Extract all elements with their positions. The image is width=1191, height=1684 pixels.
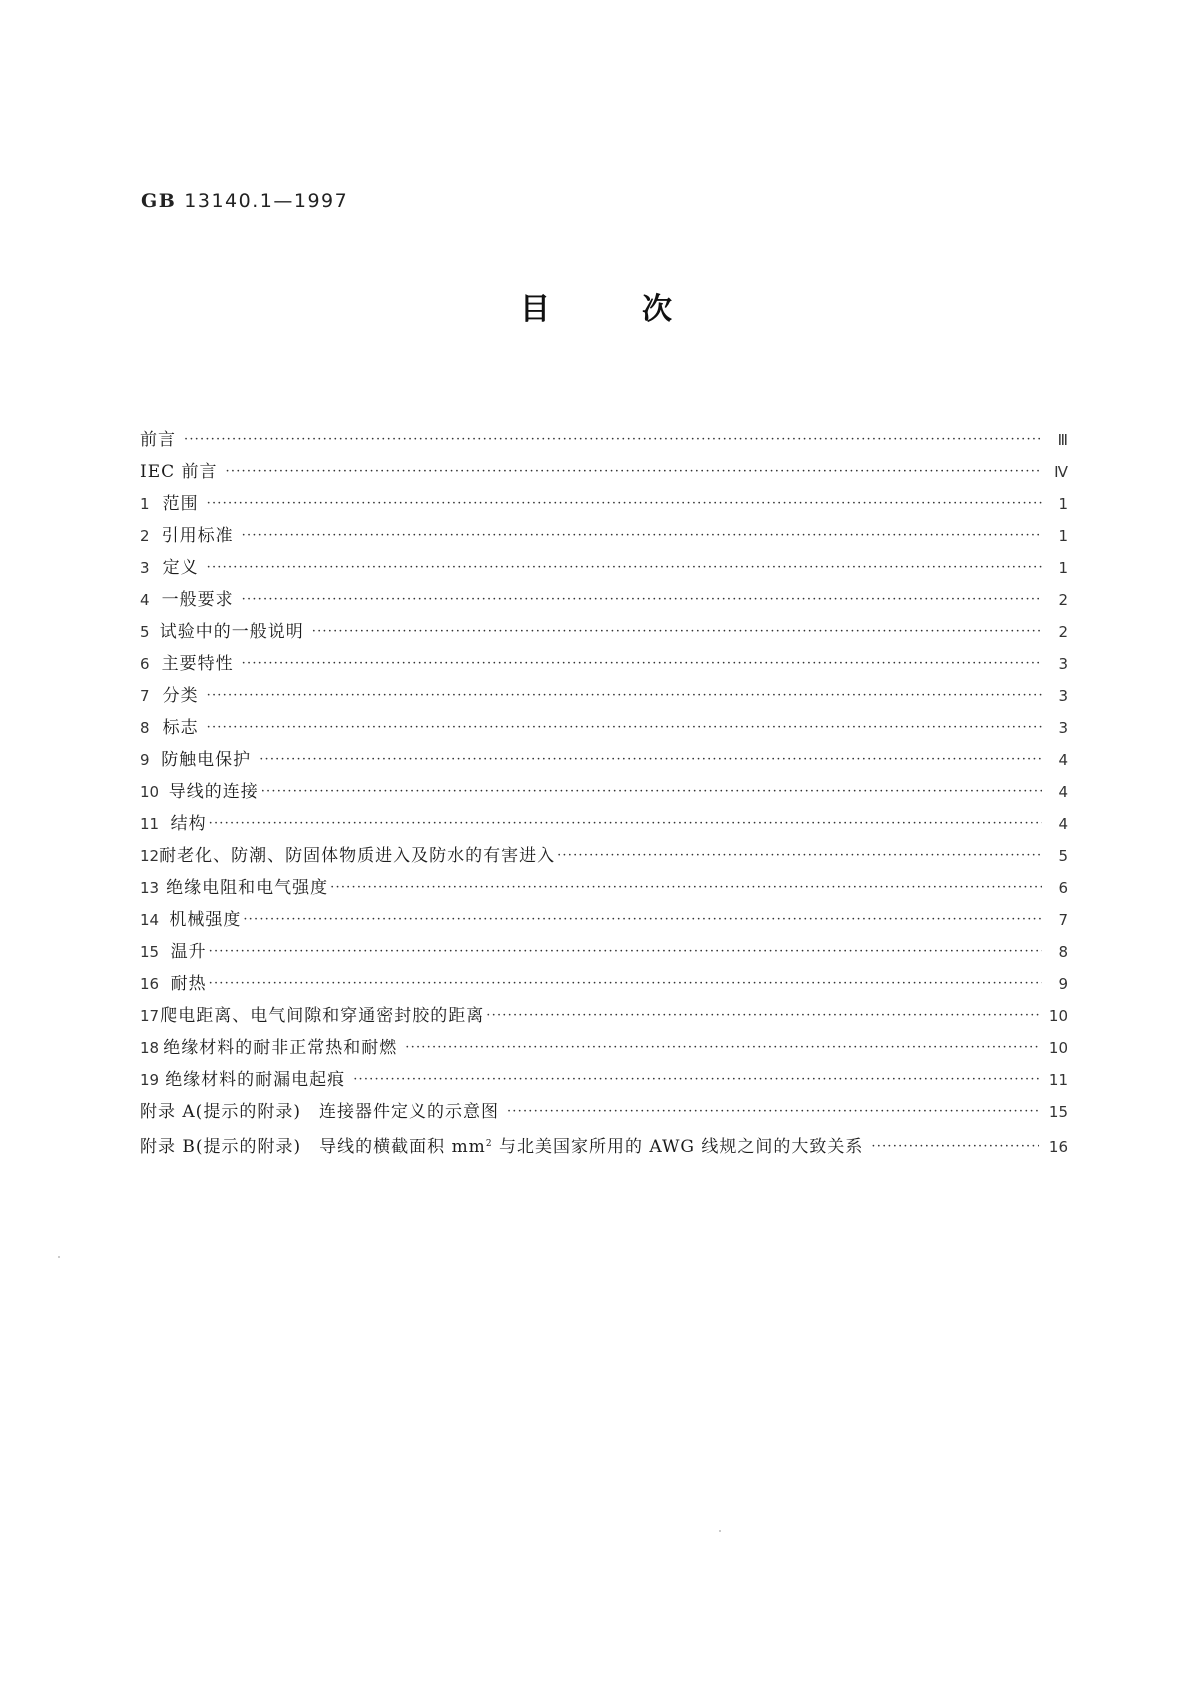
toc-entry-iec-foreword[interactable]: [140, 456, 1068, 488]
toc-leader-dots: [209, 968, 1042, 1000]
toc-entry-foreword[interactable]: [140, 424, 1068, 456]
toc-entry-page: 3: [1058, 719, 1068, 737]
toc-entry-number: 9: [140, 751, 150, 769]
toc-entry-number: 17: [140, 1007, 160, 1025]
toc-entry-number: 3: [140, 559, 150, 577]
toc-entry-18[interactable]: [140, 1032, 1068, 1064]
toc-entry-page: 6: [1058, 879, 1068, 897]
toc-leader-dots: [242, 584, 1042, 616]
toc-entry-number: 7: [140, 687, 150, 705]
toc-entry-label: 导线的连接: [168, 782, 259, 802]
toc-entry-page: 10: [1048, 1039, 1068, 1057]
toc-entry-label: IEC 前言: [140, 462, 218, 482]
toc-entry-number: 5: [140, 623, 150, 641]
toc-entry-page: 16: [1048, 1138, 1068, 1156]
toc-leader-dots: [207, 488, 1042, 520]
toc-entry-number: 2: [140, 527, 150, 545]
toc-entry-label: 耐热: [170, 974, 207, 994]
toc-entry-label: 爬电距离、电气间隙和穿通密封胶的距离: [160, 1006, 485, 1026]
toc-entry-page: 7: [1058, 911, 1068, 929]
toc-entry-12[interactable]: [140, 840, 1068, 872]
toc-entry-1[interactable]: [140, 488, 1068, 520]
toc-entry-5[interactable]: [140, 616, 1068, 648]
toc-entry-label: 绝缘电阻和电气强度: [166, 878, 329, 898]
toc-leader-dots: [259, 744, 1042, 776]
toc-entry-4[interactable]: [140, 584, 1068, 616]
toc-entry-label: 定义: [162, 558, 199, 578]
toc-entry-page: 4: [1058, 751, 1068, 769]
scan-speck: [58, 1256, 60, 1258]
toc-entry-page: Ⅳ: [1054, 463, 1068, 481]
toc-entry-label-superscript: 2: [485, 1139, 493, 1149]
toc-leader-dots: [312, 616, 1042, 648]
toc-leader-dots: [486, 1000, 1039, 1032]
toc-entry-label: 一般要求: [161, 590, 234, 610]
toc-entry-label: 分类: [162, 686, 199, 706]
toc-entry-label: 温升: [170, 942, 207, 962]
toc-entry-9[interactable]: [140, 744, 1068, 776]
toc-entry-page: 2: [1058, 623, 1068, 641]
toc-entry-14[interactable]: [140, 904, 1068, 936]
toc-entry-page: 11: [1048, 1071, 1068, 1089]
toc-entry-8[interactable]: [140, 712, 1068, 744]
toc-leader-dots: [242, 648, 1042, 680]
toc-entry-number: 8: [140, 719, 150, 737]
toc-leader-dots: [871, 1131, 1039, 1163]
toc-entry-page: 15: [1048, 1103, 1068, 1121]
toc-entry-page: 1: [1058, 559, 1068, 577]
toc-entry-number: 16: [140, 975, 160, 993]
toc-entry-label-head: 附录 B(提示的附录) 导线的横截面积 mm: [140, 1137, 486, 1157]
toc-leader-dots: [209, 936, 1042, 968]
scan-speck: [719, 1530, 721, 1532]
toc-entry-page: 3: [1058, 687, 1068, 705]
toc-entry-label: 结构: [170, 814, 207, 834]
toc-leader-dots: [209, 808, 1042, 840]
standard-prefix: GB: [141, 190, 177, 212]
toc-leader-dots: [242, 520, 1042, 552]
toc-entry-label: 标志: [162, 718, 199, 738]
toc-entry-15[interactable]: [140, 936, 1068, 968]
toc-entry-number: 13: [140, 879, 160, 897]
toc-entry-label: 附录 A(提示的附录) 连接器件定义的示意图: [140, 1102, 499, 1122]
toc-leader-dots: [405, 1032, 1039, 1064]
toc-leader-dots: [557, 840, 1042, 872]
toc-entry-number: 19: [140, 1071, 160, 1089]
toc-entry-2[interactable]: [140, 520, 1068, 552]
toc-leader-dots: [507, 1096, 1039, 1128]
toc-entry-number: 10: [140, 783, 160, 801]
toc-leader-dots: [261, 776, 1042, 808]
toc-leader-dots: [353, 1064, 1039, 1096]
toc-entry-7[interactable]: [140, 680, 1068, 712]
toc-entry-label: 绝缘材料的耐非正常热和耐燃: [163, 1038, 398, 1058]
toc-entry-page: 9: [1058, 975, 1068, 993]
page-title: [520, 284, 672, 328]
toc-entry-19[interactable]: [140, 1064, 1068, 1096]
toc-entry-11[interactable]: [140, 808, 1068, 840]
toc-entry-label: 耐老化、防潮、防固体物质进入及防水的有害进入: [159, 846, 556, 866]
toc-entry-3[interactable]: [140, 552, 1068, 584]
toc-entry-label: 绝缘材料的耐漏电起痕: [165, 1070, 346, 1090]
toc-entry-number: 6: [140, 655, 150, 673]
toc-entry-16[interactable]: [140, 968, 1068, 1000]
page-title-part1: 目: [520, 292, 550, 327]
toc-entry-label: 引用标准: [161, 526, 234, 546]
toc-entry-label-tail: 与北美国家所用的 AWG 线规之间的大致关系: [492, 1137, 864, 1157]
toc-leader-dots: [207, 712, 1042, 744]
toc-entry-number: 4: [140, 591, 150, 609]
table-of-contents: [140, 424, 1068, 1160]
toc-entry-page: 5: [1058, 847, 1068, 865]
toc-entry-page: 4: [1058, 783, 1068, 801]
toc-entry-17[interactable]: [140, 1000, 1068, 1032]
toc-entry-page: 2: [1058, 591, 1068, 609]
page-title-part2: 次: [642, 292, 672, 327]
toc-entry-label: 防触电保护: [161, 750, 252, 770]
toc-leader-dots: [207, 552, 1042, 584]
toc-entry-page: 1: [1058, 495, 1068, 513]
toc-entry-number: 14: [140, 911, 160, 929]
toc-entry-label: [140, 1128, 863, 1163]
toc-entry-label: 范围: [162, 494, 199, 514]
toc-leader-dots: [226, 456, 1042, 488]
toc-entry-number: 15: [140, 943, 160, 961]
toc-entry-page: 8: [1058, 943, 1068, 961]
toc-leader-dots: [184, 424, 1042, 456]
toc-leader-dots: [243, 904, 1042, 936]
toc-entry-page: 3: [1058, 655, 1068, 673]
toc-entry-page: 1: [1058, 527, 1068, 545]
toc-entry-10[interactable]: [140, 776, 1068, 808]
toc-entry-number: 12: [140, 847, 160, 865]
toc-entry-appendix-b[interactable]: [140, 1128, 1068, 1160]
toc-entry-page: 4: [1058, 815, 1068, 833]
toc-leader-dots: [330, 872, 1042, 904]
toc-entry-label: 主要特性: [161, 654, 234, 674]
toc-entry-appendix-a[interactable]: [140, 1096, 1068, 1128]
toc-entry-label: 机械强度: [169, 910, 242, 930]
toc-entry-label: 前言: [140, 430, 176, 450]
toc-entry-number: 11: [140, 815, 160, 833]
standard-code: [141, 190, 348, 212]
toc-entry-label: 试验中的一般说明: [159, 622, 304, 642]
toc-entry-6[interactable]: [140, 648, 1068, 680]
toc-entry-13[interactable]: [140, 872, 1068, 904]
toc-entry-page: Ⅲ: [1057, 431, 1068, 449]
toc-entry-page: 10: [1048, 1007, 1068, 1025]
toc-leader-dots: [207, 680, 1042, 712]
standard-number: 13140.1—1997: [184, 190, 349, 212]
toc-entry-number: 1: [140, 495, 150, 513]
toc-entry-number: 18: [140, 1039, 160, 1057]
